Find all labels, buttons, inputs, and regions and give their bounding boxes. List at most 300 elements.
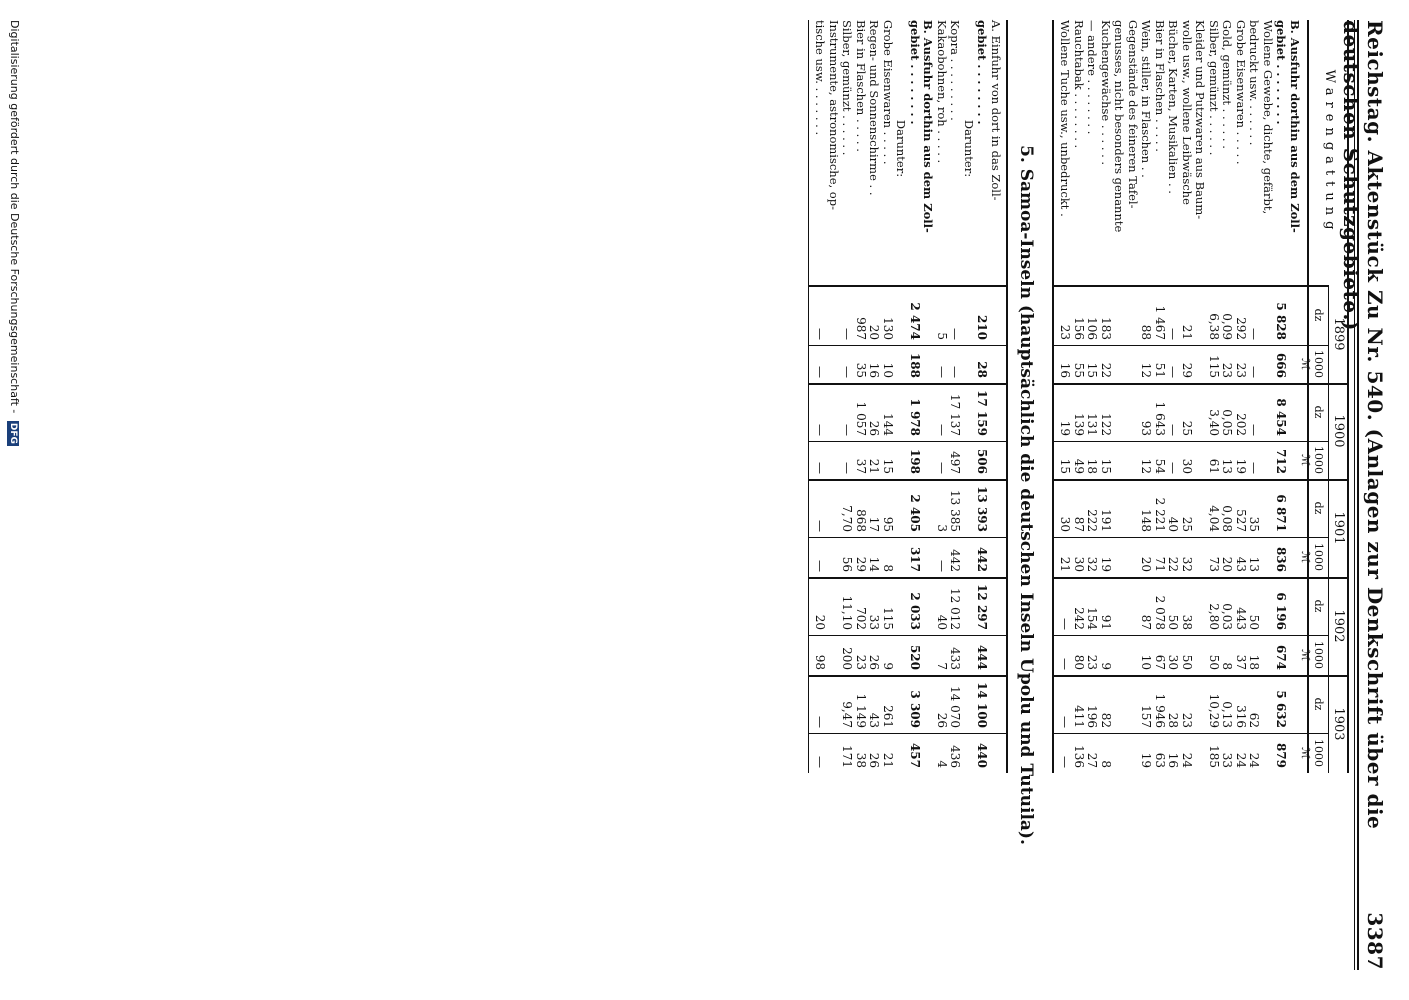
table-cell: 17 [867,516,882,532]
row-label: Bücher, Karten, Musikalien . . [1166,20,1181,194]
column-divider [809,537,1008,538]
table-cell: 443 [1234,607,1248,630]
table-cell: 148 [1139,509,1154,532]
dfg-logo: DFG [8,422,18,444]
row-label: bedruckt usw. . . . . . . [1247,20,1262,146]
row-label: Bier in Flaschen . . . . . [1153,20,1167,152]
table-cell: 32 [1085,556,1100,572]
table-cell: 106 [1085,317,1100,340]
row-label: B. Ausfuhr dorthin aus dem Zoll- [1288,20,1302,233]
table-cell: 21 [1058,556,1073,572]
column-header-label: Warengattung [1322,69,1337,236]
row-label: gebiet . . . . . . . . [975,20,990,125]
table-cell: 19 [1234,458,1248,474]
table-cell: 10 [1139,654,1154,670]
table-cell: 12 297 [975,584,990,630]
table-cell: 38 [854,752,868,768]
section-table-bottom-rule [808,20,809,773]
table-cell: 40 [1166,516,1181,532]
row-label: Darunter: [962,119,976,178]
table-cell: 12 012 [948,588,963,630]
table-cell: 15 [1085,362,1100,378]
table-cell: 10,29 [1207,693,1221,728]
table-cell: 136 [1072,745,1086,768]
table-cell: — [1166,462,1181,474]
row-label: A. Einfuhr von dort in das Zoll- [989,20,1003,201]
table-cell: — [935,560,949,572]
digitization-credit [7,20,21,446]
table-cell: 16 [867,362,882,378]
table-cell: 6 196 [1274,592,1289,630]
year-divider [1329,479,1349,481]
table-cell: 19 [1139,752,1154,768]
table-cell: — [948,328,963,340]
table-cell: 115 [881,607,895,630]
table-cell: 5 828 [1274,302,1289,340]
row-label: Kuchengewächse . . . . . . [1099,20,1113,166]
table-cell: — [813,716,828,728]
row-label: Kleider und Putzwaren aus Baum- [1193,20,1208,220]
table-cell: 87 [1139,614,1154,630]
table-cell: 14 100 [975,682,990,728]
table-cell: — [813,560,828,572]
table-cell: 29 [1180,362,1194,378]
table-cell: 80 [1072,654,1086,670]
row-label: gebiet . . . . . . . . [908,20,922,125]
table-cell: 14 [867,556,882,572]
table-cell: — [1166,328,1181,340]
unit-dz: dz [1312,599,1325,613]
table-cell: 292 [1234,317,1248,340]
table-cell: 20 [1220,556,1235,572]
row-label: Instrumente, astronomische, op- [827,20,841,210]
table-cell: 19 [1058,420,1073,436]
table-cell: — [813,462,828,474]
table-cell: 8 [1099,760,1113,768]
column-divider [809,479,1008,481]
table-cell: 14 070 [948,686,963,728]
unit-dz: dz [1312,501,1325,515]
table-cell: 436 [948,745,963,768]
table-cell: — [1058,618,1073,630]
table-cell: 1 643 [1153,401,1167,436]
row-label: Bier in Flaschen . . . . . [854,20,868,152]
column-header-year: 1901 [1331,511,1346,545]
year-divider [1329,383,1349,385]
table-cell: 1 149 [854,693,868,728]
table-cell: 3,40 [1207,409,1221,436]
label-divider [1054,285,1329,287]
table-cell: 35 [1247,516,1262,532]
header-rule [1357,20,1359,970]
table-cell: 5 [935,332,949,340]
table-cell: 33 [867,614,882,630]
table-cell: — [840,424,855,436]
row-label: B. Ausfuhr dorthin aus dem Zoll- [921,20,936,233]
table-cell: 26 [867,654,882,670]
table-cell: 26 [867,420,882,436]
table-cell: — [840,462,855,474]
table-cell: 29 [854,556,868,572]
column-divider [1054,635,1329,636]
table-cell: 28 [1166,712,1181,728]
column-divider [809,345,1008,346]
table-cell: 18 [1085,458,1100,474]
table-cell: 30 [1166,654,1181,670]
table-cell: 674 [1274,644,1289,670]
table-cell: 171 [840,745,855,768]
row-label: Kopra . . . . . . . . . [948,20,963,121]
table-cell: 210 [975,314,990,340]
column-divider [809,635,1008,636]
table-cell: 3 309 [908,690,922,728]
table-cell: — [813,520,828,532]
page-title: Reichstag. Aktenstück Zu Nr. 540. (Anlagen zur Denkschrift über die deutschen Schutzgebiete.) [1339,20,1387,830]
row-label: tische usw. . . . . . . . [813,20,828,136]
column-divider [1054,733,1329,734]
table-cell: 24 [1180,752,1194,768]
table-cell: 497 [948,451,963,474]
table-cell: 20 [813,614,828,630]
table-cell: 4 [935,760,949,768]
table-cell: 37 [1234,654,1248,670]
table-cell: 317 [908,546,922,572]
table-cell: 51 [1153,362,1167,378]
table-cell: 17 137 [948,394,963,436]
table-cell: 91 [1099,614,1113,630]
table-cell: 61 [1207,458,1221,474]
column-divider [1054,345,1329,346]
table-cell: 35 [854,362,868,378]
table-cell: 411 [1072,705,1086,728]
table-cell: — [1247,424,1262,436]
table-cell: — [1247,462,1262,474]
table-cell: 154 [1085,607,1100,630]
table-cell: 15 [1058,458,1073,474]
table-cell: — [1166,366,1181,378]
table-cell: — [813,328,828,340]
table-cell: 131 [1085,413,1100,436]
table-cell: 13 393 [975,486,990,532]
table-cell: 6,38 [1207,313,1221,340]
table-cell: 37 [854,458,868,474]
table-cell: 21 [867,458,882,474]
table-cell: 25 [1180,516,1194,532]
table-cell: 43 [1234,556,1248,572]
table-cell: — [935,424,949,436]
table-cell: — [813,424,828,436]
table-cell: 23 [1085,654,1100,670]
table-cell: 1 467 [1153,305,1167,340]
table-bottom-rule [1052,20,1054,773]
table-cell: 202 [1234,413,1248,436]
table-cell: 0,05 [1220,409,1235,436]
table-cell: 33 [1220,752,1235,768]
table-cell: 0,03 [1220,603,1235,630]
table-cell: 4,04 [1207,505,1221,532]
row-label: Silber, gemünzt . . . . . . [1207,20,1221,156]
table-cell: — [813,366,828,378]
table-cell: 25 [1180,420,1194,436]
table-cell: — [1058,756,1073,768]
table-cell: 30 [1072,556,1086,572]
table-cell: 3 [935,524,949,532]
column-divider [1054,479,1329,481]
column-divider [1054,577,1329,579]
table-cell: 8 [1220,662,1235,670]
table-cell: 122 [1099,413,1113,436]
table-cell: 11,10 [840,595,855,630]
table-cell: 22 [1099,362,1113,378]
table-cell: 144 [881,413,895,436]
table-cell: 185 [1207,745,1221,768]
table-cell: 50 [1247,614,1262,630]
unit-dz: dz [1312,405,1325,419]
table-cell: 506 [975,448,990,474]
table-cell: 32 [1180,556,1194,572]
table-cell: 40 [935,614,949,630]
table-cell: 98 [813,654,828,670]
column-divider [1054,441,1329,442]
column-header-year: 1899 [1331,317,1346,351]
column-divider [809,577,1008,579]
table-cell: 1 946 [1153,693,1167,728]
table-cell: 440 [975,742,990,768]
table-cell: 19 [1099,556,1113,572]
row-label: Wein, stiller, in Flaschen . . [1139,20,1154,178]
table-cell: — [935,366,949,378]
table-cell: — [813,756,828,768]
table-cell: 38 [1180,614,1194,630]
table-cell: 2 221 [1153,497,1167,532]
column-divider [1054,383,1329,385]
unit-dz: dz [1312,697,1325,711]
row-label: — andere . . . . . . . . [1085,20,1100,135]
table-cell: 879 [1274,742,1289,768]
table-cell: 442 [975,546,990,572]
table-cell: 666 [1274,352,1289,378]
table-cell: 50 [1180,654,1194,670]
table-cell: 43 [867,712,882,728]
table-cell: 8 [881,564,895,572]
table-cell: 71 [1153,556,1167,572]
column-divider [809,675,1008,677]
table-cell: 50 [1207,654,1221,670]
table-cell: 457 [908,742,922,768]
table-cell: 20 [1139,556,1154,572]
unit-dz: dz [1312,308,1325,322]
column-header-year: 1902 [1331,609,1346,643]
column-divider [809,441,1008,442]
year-divider [1329,577,1349,579]
table-cell: 712 [1274,448,1289,474]
table-cell: 442 [948,549,963,572]
table-cell: 24 [1234,752,1248,768]
table-cell: 520 [908,644,922,670]
table-cell: 156 [1072,317,1086,340]
table-cell: 157 [1139,705,1154,728]
section-table-top-rule [1006,20,1008,773]
table-cell: 23 [1220,362,1235,378]
column-divider [809,733,1008,734]
table-cell: 261 [881,705,895,728]
table-cell: 63 [1153,752,1167,768]
table-cell: 0,09 [1220,313,1235,340]
unit-1000-mark: 1000 ℳ [1299,543,1325,571]
table-cell: 6 871 [1274,494,1289,532]
table-cell: 50 [1166,614,1181,630]
row-label: Gold, gemünzt . . . . . . [1220,20,1235,149]
table-cell: 316 [1234,705,1248,728]
table-cell: 433 [948,647,963,670]
table-cell: 0,08 [1220,505,1235,532]
table-cell: 26 [867,752,882,768]
table-cell: 67 [1153,654,1167,670]
table-cell: 222 [1085,509,1100,532]
table-cell: 242 [1072,607,1086,630]
table-cell: 28 [975,361,990,378]
table-cell: 49 [1072,458,1086,474]
table-cell: 139 [1072,413,1086,436]
table-cell: 13 [1220,458,1235,474]
table-cell: 10 [881,362,895,378]
table-cell: 9,47 [840,701,855,728]
column-header-year: 1900 [1331,414,1346,448]
unit-1000-mark: 1000 ℳ [1299,446,1325,474]
table-cell: 836 [1274,546,1289,572]
table-cell: 73 [1207,556,1221,572]
table-cell: 527 [1234,509,1248,532]
year-divider [1329,675,1349,677]
table-cell: 2 405 [908,494,922,532]
table-top-rule [1347,20,1349,773]
table-cell: 196 [1085,705,1100,728]
table-cell: 88 [1139,324,1154,340]
table-cell: 21 [881,752,895,768]
row-label: Grobe Eisenwaren . . . . . [881,20,895,165]
table-cell: 188 [908,352,922,378]
table-cell: 9 [1099,662,1113,670]
table-cell: 1 978 [908,398,922,436]
row-label: genusses, nicht besonders genannte [1112,20,1127,233]
table-cell: 18 [1247,654,1262,670]
table-cell: — [935,462,949,474]
table-cell: 17 159 [975,390,990,436]
row-label: Wollene Tuche usw., unbedruckt . [1058,20,1073,217]
row-label: wolle usw., wollene Leibwäsche [1180,20,1194,205]
table-cell: 198 [908,448,922,474]
table-cell: 27 [1085,752,1100,768]
table-cell: 987 [854,317,868,340]
table-cell: 130 [881,317,895,340]
label-divider [809,285,1008,287]
table-cell: — [1247,328,1262,340]
table-cell: 7 [935,662,949,670]
table-cell: — [1247,366,1262,378]
table-cell: 1 057 [854,401,868,436]
table-cell: 16 [1058,362,1073,378]
table-cell: 191 [1099,509,1113,532]
table-cell: 55 [1072,362,1086,378]
column-divider [1054,537,1329,538]
table-cell: 115 [1207,355,1221,378]
table-cell: 5 632 [1274,690,1289,728]
table-cell: 12 [1139,458,1154,474]
table-cell: 62 [1247,712,1262,728]
table-cell: — [1058,658,1073,670]
row-label: Silber, gemünzt . . . . . . [840,20,855,156]
table-cell: 8 454 [1274,398,1289,436]
table-cell: 13 385 [948,490,963,532]
row-label: Gegenstände des feineren Tafel- [1126,20,1140,209]
table-cell: 15 [881,458,895,474]
table-cell: 16 [1166,752,1181,768]
unit-1000-mark: 1000 ℳ [1299,350,1325,378]
unit-1000-mark: 1000 ℳ [1299,739,1325,767]
table-cell: 7,70 [840,505,855,532]
table-cell: 95 [881,516,895,532]
table-cell: 868 [854,509,868,532]
column-divider [1054,675,1329,677]
table-cell: 9 [881,662,895,670]
table-cell: 23 [1180,712,1194,728]
table-cell: 26 [935,712,949,728]
row-label: gebiet . . . . . . . . [1274,20,1289,125]
table-cell: 2 474 [908,302,922,340]
table-cell: 0,13 [1220,701,1235,728]
row-label: Rauchtabak . . . . . . . . [1072,20,1086,149]
table-cell: 82 [1099,712,1113,728]
page-number: 3387 [1363,912,1387,970]
table-cell: 56 [840,556,855,572]
table-cell: 2,80 [1207,603,1221,630]
column-divider [809,383,1008,385]
table-cell: 87 [1072,516,1086,532]
table-cell: 23 [1234,362,1248,378]
table-cell: — [1058,716,1073,728]
section-title: 5. Samoa-Inseln (hauptsächlich die deutschen Inseln Upolu und Tutuila). [1016,145,1036,845]
table-cell: 93 [1139,420,1154,436]
table-cell: 23 [854,654,868,670]
table-cell: 30 [1058,516,1073,532]
table-cell: 20 [867,324,882,340]
unit-1000-mark: 1000 ℳ [1299,641,1325,669]
header-rule-thin [1354,20,1355,970]
table-cell: — [840,328,855,340]
year-rule [1328,285,1329,773]
row-label: Darunter: [894,119,909,178]
table-cell: 200 [840,647,855,670]
table-cell: — [840,366,855,378]
row-label: Kakaobohnen, roh . . . . . [935,20,949,164]
table-cell: 13 [1247,556,1262,572]
table-cell: 183 [1099,317,1113,340]
credit-text: Digitalisierung gefördert durch die Deutsche Forschungsgemeinschaft - [8,20,21,414]
row-label: Regen- und Sonnenschirme . . [867,20,882,196]
table-cell: 54 [1153,458,1167,474]
row-label: Grobe Eisenwaren . . . . . [1234,20,1248,165]
table-cell: 24 [1247,752,1262,768]
table-cell: 21 [1180,324,1194,340]
table-cell: 444 [975,644,990,670]
table-cell: 12 [1139,362,1154,378]
table-cell: 702 [854,607,868,630]
table-cell: 23 [1058,324,1073,340]
table-cell: 22 [1166,556,1181,572]
table-cell: 15 [1099,458,1113,474]
row-label: Wollene Gewebe, dichte, gefärbt, [1261,20,1275,215]
column-header-year: 1903 [1331,707,1346,741]
